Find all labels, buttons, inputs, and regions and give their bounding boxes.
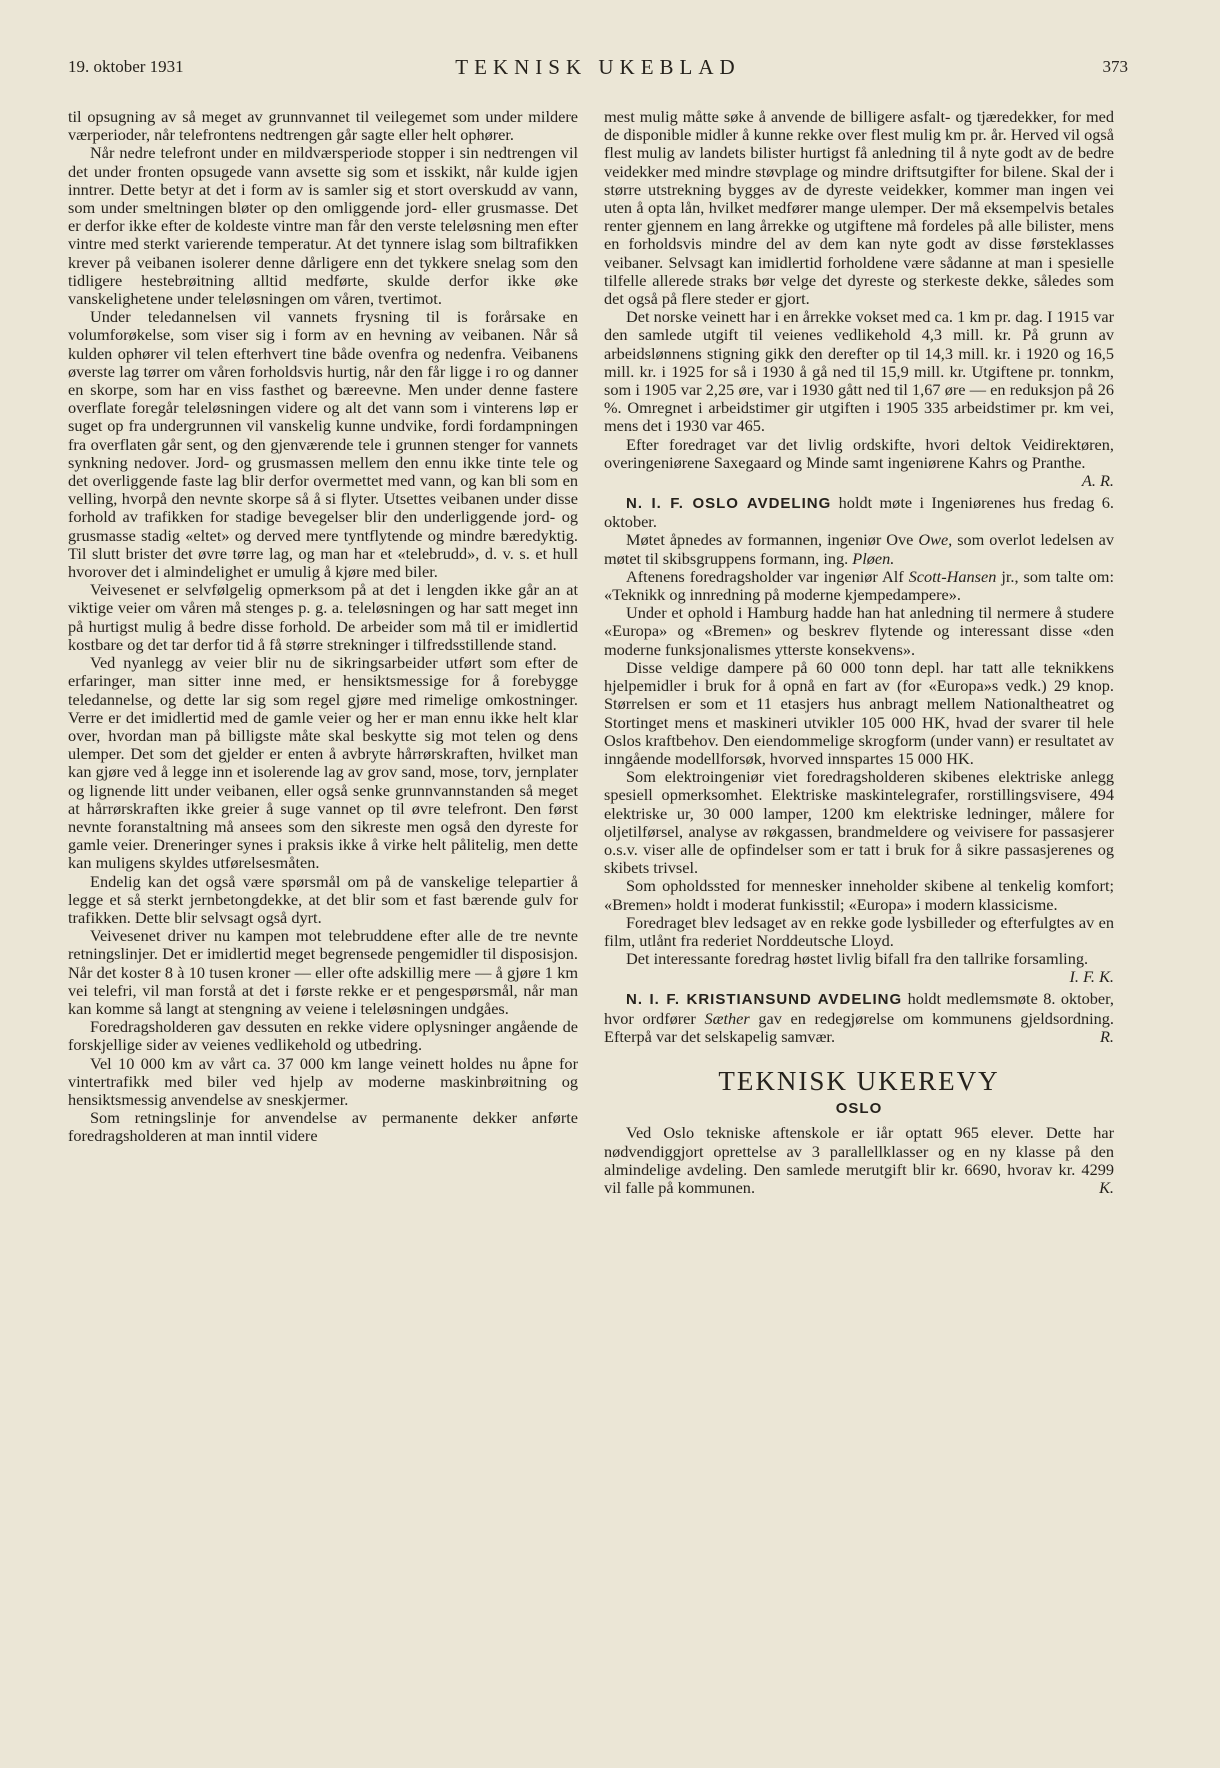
header-title: TEKNISK UKEBLAD — [455, 55, 741, 79]
paragraph — [604, 568, 1114, 604]
paragraph: Som retningslinje for anvendelse av permanente dekker anførte foredragsholderen at man inntil videre — [68, 1108, 578, 1146]
paragraph: Ved nyanlegg av veier blir nu de sikringsarbeider utført som efter de erfaringer, man sitter inne med, er hensiktsmessige for å forebygge teledannelse, og dette lar sig som regel gjøre med rimelige omkostninger. Verre er det imidlertid med de gamle veier og her er man ennu ikke helt klar over, hvordan man på billigste måte skal beskytte sig mot telen og dens ulemper. Det som det gjelder er enten å avbryte hårrørskraften, hvilket man kan gjøre ved å legge inn et isolerende lag av grov sand, mose, torv, jernplater og lignende litt under veibanen, eller også senke grunnvannstanden så meget at hårrørskraften ikke greier å suge vannet op til øvre telefront. Den først nevnte foranstaltning må ansees som den sikreste men også den dyreste for gamle veier. Dreneringer synes i praksis ikke å virke helt pålitelig, men dette kan muligens skyldes utførelsesmåten. — [68, 653, 578, 873]
paragraph: Når nedre telefront under en mildværsperiode stopper i sin nedtrengen vil det under fronten opsugede vann avsette sig som et isskikt, når kulde igjen inntrer. Dette betyr at det i form av is samler sig et stort overskudd av vann, som under smeltningen bløter op den omliggende jord- eller grusmasse. Det er derfor ikke efter de koldeste vintre man får den verste teleløsning men efter vintre med sterkt varierende temperatur. At det tynnere islag som biltrafikken krever på veibanen isolerer denne dårligere enn det tykkere snelag som den tidligere hestebrøitning alltid medførte, skulde derfor ikke øke vanskelighetene under teleløsningen om våren, tvertimot. — [68, 143, 578, 309]
paragraph-text: holdt møte i Ingeniørenes hus fredag 6. oktober. — [604, 493, 1114, 532]
paragraph: Under et ophold i Hamburg hadde han hat anledning til nermere å studere «Europa» og «Bremen» og beskrev flytende og interessant disse «den moderne funksjonalismes ytterste konsekvens». — [604, 603, 1114, 659]
header-date: 19. oktober 1931 — [68, 57, 184, 76]
kristiansund-notice — [604, 990, 1114, 1046]
paragraph: mest mulig måtte søke å anvende de billigere asfalt- og tjæredekker, for med de disponible midler å kunne rekke over flest mulig km pr. år. Herved vil også flest mulig av landets bilister hurtigst få anledning til å nyte godt av de bedre veidekker med mindre støvplage og mindre driftsutgifter for bilene. Skal der i større utstrekning bygges av de dyreste veidekker, kommer man ingen vei uten å opta lån, hvilket medfører mange ulemper. Der må eksempelvis betales renter gjennem en lang årrekke og utgiftene må fordeles på alle bilister, mens en forholdsvis mindre del av dem kan nyte godt av disse førsteklasses veibaner. Selvsagt kan imidlertid forholdene være sådanne at man i spesielle tilfelle allerede straks bør velge det dyreste og sterkeste dekke, således som det også på flere steder er gjort. — [604, 107, 1114, 309]
person-name: Sæther — [704, 1008, 750, 1028]
org-heading-kristiansund: N. I. F. KRISTIANSUND AVDELING — [626, 991, 903, 1009]
paragraph: til opsugning av så meget av grunnvannet til veilegemet som under mildere værperioder, når telefrontens nedtrengen går sagte eller helt ophører. — [68, 107, 578, 145]
paragraph: Foredraget blev ledsaget av en rekke gode lysbilleder og efterfulgtes av en film, utlånt fra rederiet Norddeutsche Lloyd. — [604, 912, 1114, 950]
signature: A. R. — [1081, 471, 1114, 491]
paragraph-text: Ved Oslo tekniske aftenskole er iår optatt 965 elever. Dette har nødvendiggjort oprettelse av 3 parallellklasser og en ny klasse på den almindelige avdeling. Den samlede merutgift blir kr. 6690, hvorav kr. 4299 vil falle på kommunen. — [604, 1123, 1114, 1197]
review-title: TEKNISK UKEREVY — [718, 1065, 1000, 1096]
paragraph: Disse veldige dampere på 60 000 tonn depl. har tatt alle teknikkens hjelpemidler i bruk for å opnå en fart av (for «Europa»s vedk.) 29 knop. Størrelsen er som et 11 etasjers hus anbragt mellem Nationaltheatret og Stortinget mens et maskineri utvikler 105 000 HK, hvad der svarer til hele Oslos kraftbehov. Den eiendommelige skrogform (under vann) er resultatet av inngående modellforsøk, hvorved innspartes 15 000 HK. — [604, 657, 1114, 768]
paragraph-text: gav en redegjørelse om kommunens gjeldsordning. Efterpå var det selskapelig samvær. — [604, 1008, 1114, 1046]
paragraph-text: Møtet åpnedes av formannen, ingeniør Ove — [626, 530, 919, 550]
review-subtitle: OSLO — [835, 1100, 883, 1118]
org-heading-oslo: N. I. F. OSLO AVDELING — [626, 495, 832, 513]
paragraph-text: som overlot ledelsen av møtet til skibsgruppens formann, ing. — [604, 530, 1115, 568]
paragraph: Det norske veinett har i en årrekke vokset med ca. 1 km pr. dag. I 1915 var den samlede utgift til veienes vedlikehold 4,3 mill. kr. På grunn av arbeidslønnens stigning gikk den derefter op til 14,3 mill. kr. i 1920 og 16,5 mill. kr. i 1925 for så i 1930 å gå ned til 15,9 mill. kr. Utgiftene pr. tonnkm, som i 1905 var 2,25 øre, var i 1930 gått ned til 1,67 øre — en reduksjon på 26 %. Omregnet i arbeidstimer gir utgiften i 1905 335 arbeidstimer pr. km vei, mens det i 1930 var 465. — [604, 307, 1114, 436]
right-column — [604, 108, 1114, 1197]
signature: R. — [1099, 1026, 1114, 1046]
paragraph: Veivesenet driver nu kampen mot telebruddene efter alle de tre nevnte retningslinjer. Det er imidlertid meget begrensede pengemidler til disposisjon. Når det koster 8 à 10 tusen kroner — eller ofte adskillig mere — å gjøre 1 km vei telefri, vil man forstå at det i første rekke er et pengespørsmål, når man kan komme så langt at stengning av veiene i teleløsningen undgåes. — [68, 926, 578, 1018]
person-name: Pløen. — [852, 548, 895, 568]
paragraph-text: holdt medlemsmøte 8. oktober, hvor ordfører — [604, 989, 1114, 1028]
paragraph-text: Aftenens foredragsholder var ingeniør Alf — [626, 566, 909, 586]
paragraph: Vel 10 000 km av vårt ca. 37 000 km lange veinett holdes nu åpne for vintertrafikk med biler ved hjelp av moderne maskinbrøitning og hensiktsmessig anvendelse av sneskjermer. — [68, 1053, 578, 1109]
page-header — [68, 55, 1128, 85]
paragraph-text: Det interessante foredrag høstet livlig bifall fra den tallrike forsamling. — [626, 949, 1089, 969]
paragraph-text: jr., som talte om: «Teknikk og innredning på moderne kjempedampere». — [604, 566, 1114, 605]
paragraph-text: Efter foredraget var det livlig ordskifte, hvori deltok Veidirektøren, overingeniørene Saxegaard og Minde samt ingeniørene Kahrs og Pranthe. — [604, 434, 1114, 472]
paragraph — [604, 1124, 1114, 1197]
paragraph: Under teledannelsen vil vannets frysning til is forårsake en volumforøkelse, som viser sig i form av en hevning av veibanen. Når så kulden ophører vil telen efterhvert tine både ovenfra og nedenfra. Veibanens øverste lag tørrer om våren forholdsvis hurtig, når den får ligge i ro og danner en skorpe, som har en viss fasthet og bæreevne. Men under denne fastere overflate foregår teleløsningen videre og alt det vann som i vinterens løp er suget op fra undergrunnen vil vanskelig kunne undvike, fordi fordampningen fra overflaten går sent, og den gjenværende tele i grunnen stenger for vannets synkning nedover. Jord- og grusmassen mellem den ennu ikke tinte tele og det overliggende faste lag blir derfor overmettet med vann, og kan bli som en velling, hvorpå den nevnte skorpe så å si flyter. Utsettes veibanen under disse forhold av trafikken for stadige bevegelser blir den underliggende jord- og grusmasse stadig «eltet» og derved mere tyntflytende og mindre bæredyktig. Til slutt brister det øvre tørre lag, og man har et «telebrudd», d. v. s. et hull hvorover det i almindelighet er umulig å kjøre med biler. — [68, 307, 578, 582]
paragraph: Endelig kan det også være spørsmål om på de vanskelige telepartier å legge et så sterkt jernbetongdekke, at det blir som et fast bærende gulv for trafikken. Dette blir selvsagt også dyrt. — [68, 871, 578, 927]
header-page-number: 373 — [1102, 57, 1128, 76]
paragraph — [604, 434, 1114, 491]
person-name: Scott-Hansen — [908, 566, 997, 586]
paragraph — [604, 531, 1114, 567]
left-column — [68, 108, 578, 1146]
oslo-notice-intro — [604, 494, 1114, 531]
signature: I. F. K. — [1069, 967, 1114, 987]
signature: K. — [1099, 1177, 1114, 1197]
paragraph: Foredragsholderen gav dessuten en rekke videre oplysninger angående de forskjellige sider av veienes vedlikehold og utbedring. — [68, 1017, 578, 1055]
paragraph: Veivesenet er selvfølgelig opmerksom på at det i lengden ikke går an at viktige veier om våren må stenges p. g. a. teleløsningen og har satt meget inn på hurtigst mulig å bedre disse forhold. De arbeider som må til er imidlertid kostbare og det tar derfor tid å få større strekninger i tilfredsstillende stand. — [68, 580, 578, 654]
paragraph: Som opholdssted for mennesker inneholder skibene al tenkelig komfort; «Bremen» holdt i moderat funkisstil; «Europa» i modern klassicisme. — [604, 876, 1114, 914]
paragraph: Som elektroingeniør viet foredragsholderen skibenes elektriske anlegg spesiell opmerksomhet. Elektriske maskintelegrafer, rorstillingsvisere, 494 elektriske ur, 30 000 lamper, 1200 km elektriske ledninger, målere for oljetilførsel, analyse av røkgassen, brandmeldere og veivisere for passasjerer o.s.v. viser alle de opfindelser som er tatt i bruk for å sikre passasjerenes og skibets trivsel. — [604, 767, 1114, 878]
person-name: Owe, — [918, 530, 953, 550]
paragraph — [604, 949, 1114, 987]
